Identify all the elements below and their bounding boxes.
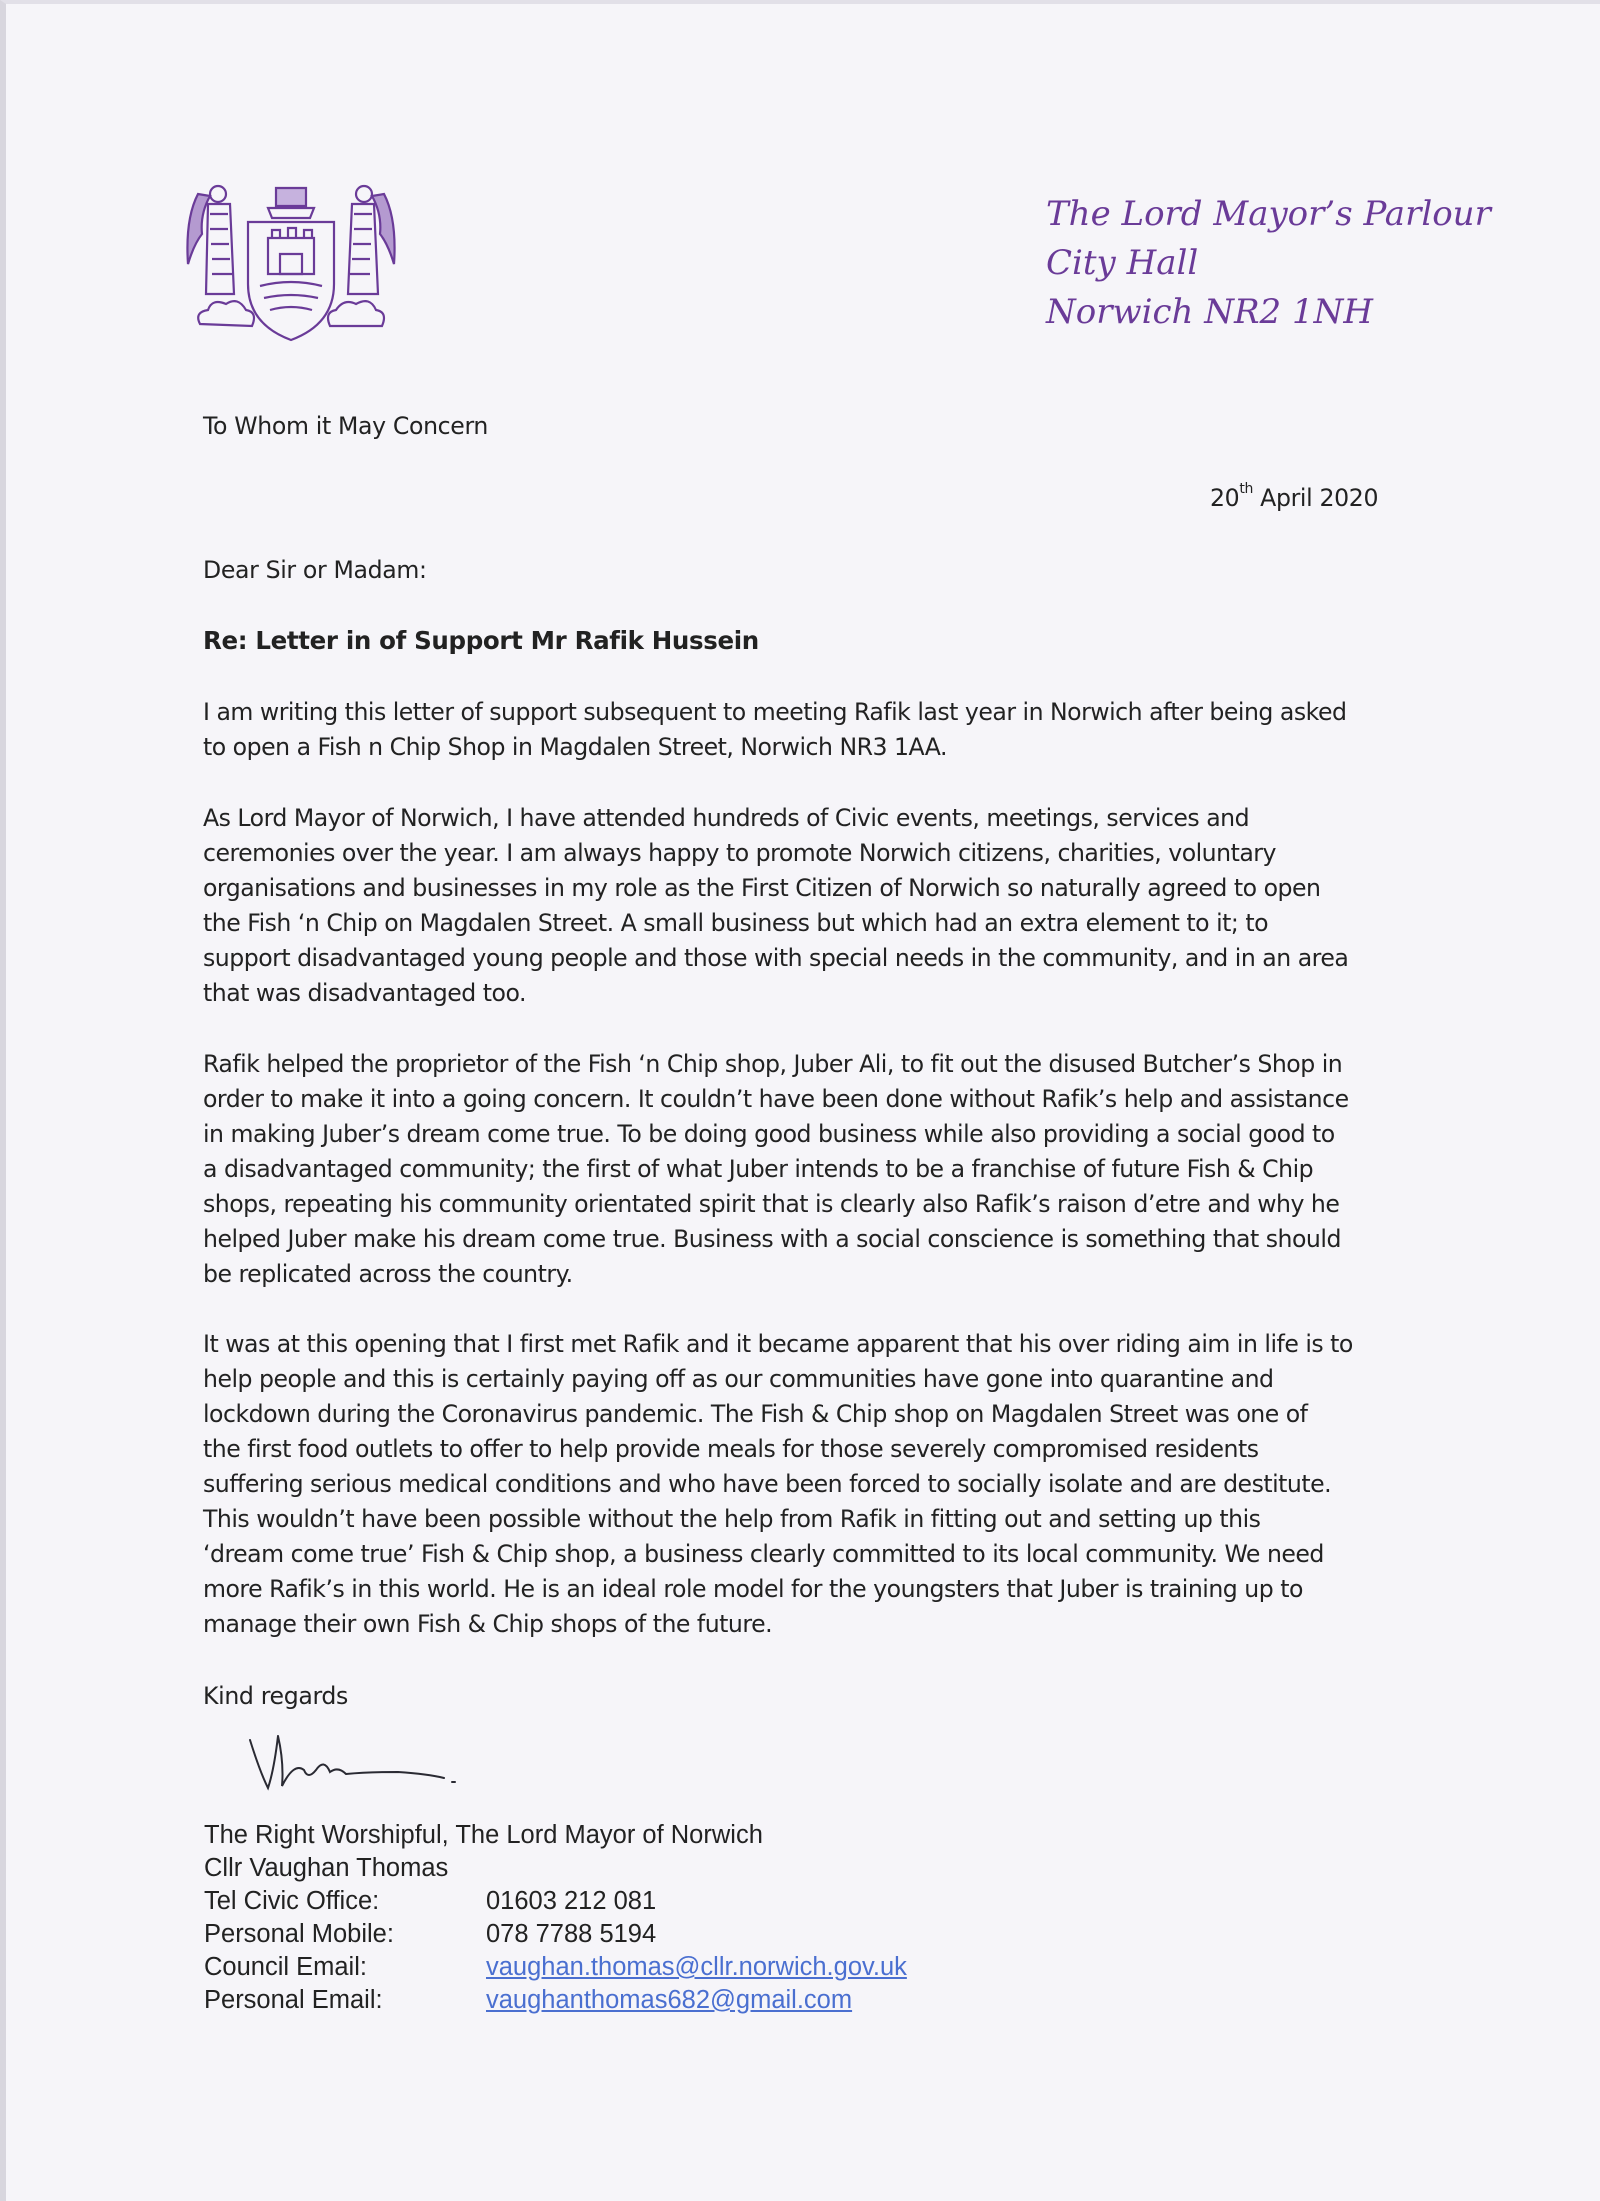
personal-email-link[interactable]: vaughanthomas682@gmail.com [486,1986,853,2014]
paragraph-line: suffering serious medical conditions and who have been forced to socially isolate and are destitute. [203,1470,1332,1498]
address-line: Norwich NR2 1NH [1046,292,1374,332]
paragraph-line: more Rafik’s in this world. He is an ideal role model for the youngsters that Juber is training up to [203,1575,1303,1603]
contact-row-mobile [204,1918,907,1951]
date-rest: April 2020 [1253,484,1379,512]
contact-value: 01603 212 081 [486,1887,657,1915]
body-paragraph-2 [203,801,1383,1011]
handwritten-signature [238,1722,468,1802]
paragraph-line: ‘dream come true’ Fish & Chip shop, a business clearly committed to its local community. We need [203,1540,1324,1568]
contact-row-council-email [204,1951,907,1984]
paragraph-line: This wouldn’t have been possible without the help from Rafik in fitting out and setting up this [203,1505,1261,1533]
closing-line: Kind regards [203,1682,348,1710]
date-day: 20 [1210,484,1240,512]
paragraph-line: the first food outlets to offer to help provide meals for those severely compromised residents [203,1435,1259,1463]
recipient-line: To Whom it May Concern [203,412,489,440]
paragraph-line: As Lord Mayor of Norwich, I have attended hundreds of Civic events, meetings, services and [203,804,1250,832]
address-line: City Hall [1046,243,1199,283]
paragraph-line: that was disadvantaged too. [203,979,526,1007]
contact-label: Personal Email: [204,1986,383,2014]
paragraph-line: in making Juber’s dream come true. To be doing good business while also providing a social good to [203,1120,1335,1148]
signature-block [204,1819,907,2017]
paragraph-line: support disadvantaged young people and those with special needs in the community, and in an area [203,944,1349,972]
paragraph-line: the Fish ‘n Chip on Magdalen Street. A small business but which had an extra element to it; to [203,909,1269,937]
paragraph-line: manage their own Fish & Chip shops of the future. [203,1610,773,1638]
paragraph-line: Rafik helped the proprietor of the Fish ‘n Chip shop, Juber Ali, to fit out the disused Butcher’s Shop in [203,1050,1343,1078]
subject-line: Re: Letter in of Support Mr Rafik Hussein [203,626,759,655]
paragraph-line: to open a Fish n Chip Shop in Magdalen Street, Norwich NR3 1AA. [203,733,948,761]
paragraph-line: ceremonies over the year. I am always happy to promote Norwich citizens, charities, voluntary [203,839,1276,867]
letter-date [1210,481,1379,512]
body-paragraph-4 [203,1327,1383,1642]
contact-row-personal-email [204,1984,907,2017]
contact-label: Council Email: [204,1953,367,1981]
letterhead-address [1046,190,1491,337]
paragraph-line: be replicated across the country. [203,1260,573,1288]
address-line: The Lord Mayor’s Parlour [1046,194,1491,234]
city-crest-logo [180,174,402,350]
paragraph-line: I am writing this letter of support subsequent to meeting Rafik last year in Norwich after being asked [203,698,1347,726]
date-suffix: th [1239,481,1253,497]
council-email-link[interactable]: vaughan.thomas@cllr.norwich.gov.uk [486,1953,907,1981]
contact-value: 078 7788 5194 [486,1920,657,1948]
contact-row-tel [204,1885,907,1918]
body-paragraph-1 [203,695,1383,765]
body-paragraph-3 [203,1047,1383,1292]
paragraph-line: help people and this is certainly paying off as our communities have gone into quarantine and [203,1365,1274,1393]
paragraph-line: lockdown during the Coronavirus pandemic. The Fish & Chip shop on Magdalen Street was one of [203,1400,1308,1428]
paragraph-line: order to make it into a going concern. It couldn’t have been done without Rafik’s help and assistance [203,1085,1349,1113]
paragraph-line: helped Juber make his dream come true. Business with a social conscience is something that should [203,1225,1341,1253]
paragraph-line: organisations and businesses in my role as the First Citizen of Norwich so naturally agreed to open [203,874,1321,902]
paragraph-line: shops, repeating his community orientated spirit that is clearly also Rafik’s raison d’etre and why he [203,1190,1340,1218]
paragraph-line: a disadvantaged community; the first of what Juber intends to be a franchise of future Fish & Chip [203,1155,1314,1183]
signatory-title: The Right Worshipful, The Lord Mayor of Norwich [204,1821,763,1849]
signatory-name: Cllr Vaughan Thomas [204,1854,449,1882]
contact-label: Personal Mobile: [204,1920,394,1948]
contact-label: Tel Civic Office: [204,1887,380,1915]
paragraph-line: It was at this opening that I first met Rafik and it became apparent that his over riding aim in life is to [203,1330,1353,1358]
salutation: Dear Sir or Madam: [203,556,427,584]
